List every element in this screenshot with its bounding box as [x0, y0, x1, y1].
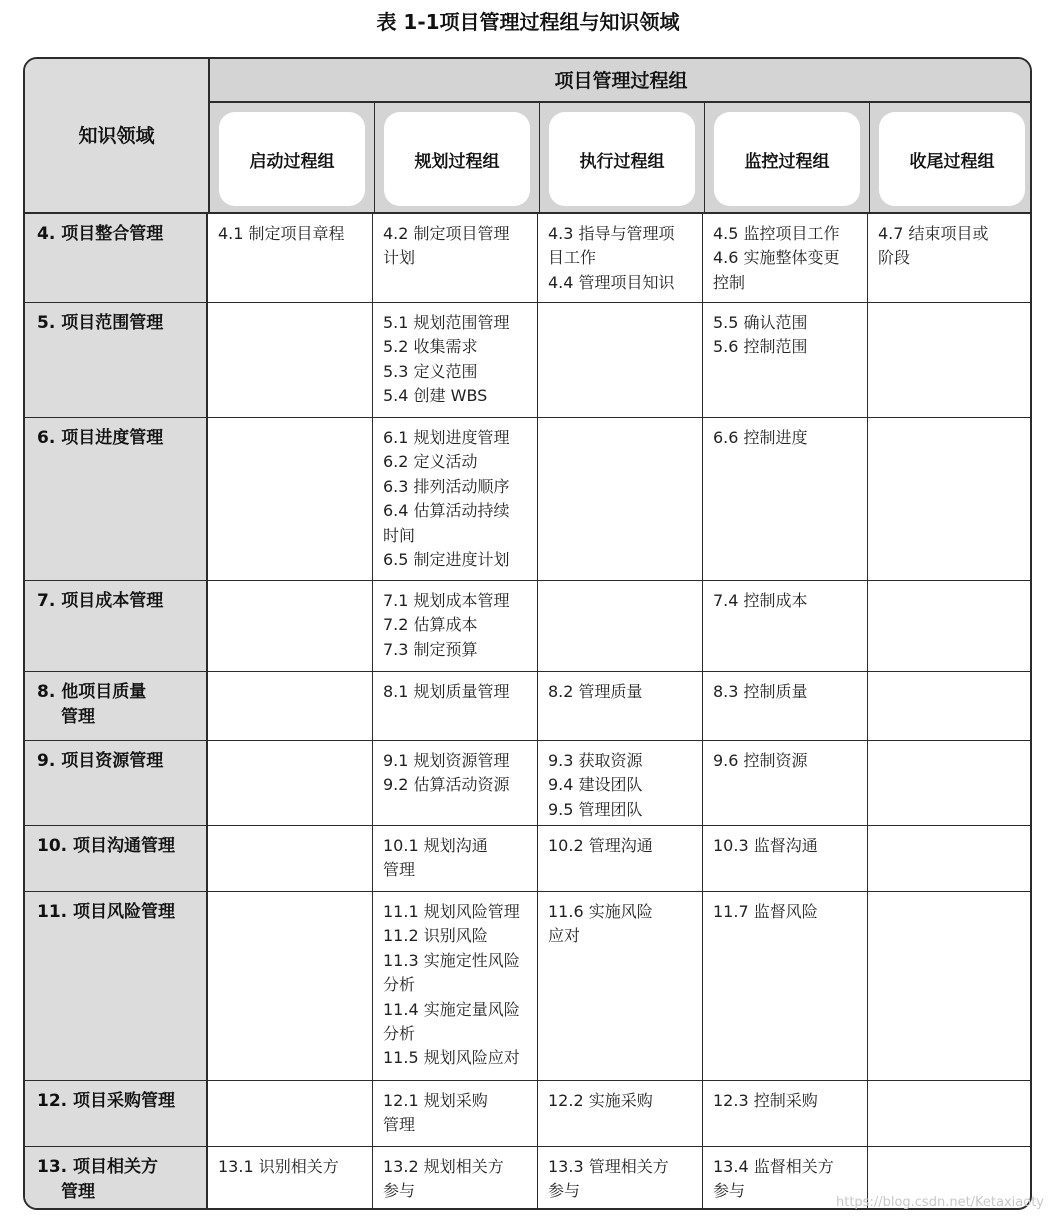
knowledge-area-label: 13. 项目相关方: [37, 1157, 159, 1177]
process-group-label: 规划过程组: [384, 112, 530, 206]
process-item: 11.2 识别风险: [383, 926, 488, 946]
process-cell: [373, 581, 538, 671]
process-cell: [868, 672, 1032, 740]
knowledge-area-label: 6. 项目进度管理: [37, 428, 164, 448]
table-row: [25, 417, 1032, 580]
table-row: [25, 580, 1032, 671]
table-row: [25, 212, 1032, 302]
knowledge-area-cell: [25, 892, 208, 1080]
process-item: 控制: [713, 272, 746, 292]
process-group-label: 监控过程组: [714, 112, 860, 206]
process-cell: [208, 581, 373, 671]
process-cell: [208, 826, 373, 891]
table-row: [25, 1080, 1032, 1146]
process-item: 8.1 规划质量管理: [383, 682, 510, 701]
knowledge-area-label: 11. 项目风险管理: [37, 902, 176, 922]
process-item: 6.4 估算活动持续: [383, 501, 510, 521]
knowledge-area-label: 7. 项目成本管理: [37, 591, 164, 611]
process-cell: [868, 892, 1032, 1080]
process-item: 11.3 实施定性风险: [383, 950, 520, 970]
process-cell: [373, 214, 538, 302]
process-cell: [703, 672, 868, 740]
process-item: 阶段: [878, 248, 911, 268]
process-item: 7.4 控制成本: [713, 591, 808, 610]
process-item: 10.3 监督沟通: [713, 836, 818, 855]
process-cell: [538, 892, 703, 1080]
process-cell: [868, 303, 1032, 417]
knowledge-area-label: 8. 他项目质量: [37, 682, 147, 702]
process-item: 4.3 指导与管理项: [548, 224, 675, 243]
process-cell: [538, 418, 703, 580]
table-row: [25, 671, 1032, 740]
knowledge-area-cell: [25, 418, 208, 580]
process-cell: [373, 418, 538, 580]
table-row: [25, 740, 1032, 825]
process-item: 分析: [383, 975, 416, 995]
process-cell: [208, 418, 373, 580]
table-row: [25, 302, 1032, 417]
process-item: 应对: [548, 926, 581, 946]
process-item: 管理: [383, 1115, 416, 1135]
process-cell: [373, 826, 538, 891]
process-item: 13.4 监督相关方: [713, 1157, 834, 1176]
process-cell: [208, 1147, 373, 1208]
knowledge-area-label: 管理: [61, 1182, 95, 1202]
process-item: 5.4 创建 WBS: [383, 386, 488, 406]
process-item: 4.4 管理项目知识: [548, 272, 675, 292]
process-item: 5.1 规划范围管理: [383, 313, 510, 332]
process-item: 7.2 估算成本: [383, 615, 478, 635]
process-item: 6.6 控制进度: [713, 428, 808, 447]
knowledge-area-label: 管理: [61, 707, 95, 727]
process-cell: [373, 892, 538, 1080]
process-cell: [868, 1081, 1032, 1146]
process-item: 11.4 实施定量风险: [383, 999, 520, 1019]
process-item: 8.3 控制质量: [713, 682, 808, 701]
process-cell: [703, 303, 868, 417]
process-item: 10.1 规划沟通: [383, 836, 488, 855]
process-group-header-2: [375, 103, 540, 212]
process-cell: [373, 672, 538, 740]
process-group-label: 执行过程组: [549, 112, 695, 206]
process-item: 9.4 建设团队: [548, 775, 643, 795]
process-item: 6.3 排列活动顺序: [383, 476, 510, 496]
process-cell: [538, 672, 703, 740]
process-item: 13.2 规划相关方: [383, 1157, 504, 1176]
process-item: 7.3 制定预算: [383, 639, 478, 659]
process-item: 11.1 规划风险管理: [383, 902, 520, 921]
table-row: [25, 891, 1032, 1080]
process-item: 参与: [383, 1181, 416, 1201]
process-item: 时间: [383, 525, 416, 545]
knowledge-area-cell: [25, 581, 208, 671]
process-cell: [703, 826, 868, 891]
process-cell: [208, 303, 373, 417]
knowledge-area-label: 10. 项目沟通管理: [37, 836, 176, 856]
process-cell: [373, 1147, 538, 1208]
process-groups-header: 项目管理过程组: [208, 59, 1032, 103]
process-item: 12.3 控制采购: [713, 1091, 818, 1110]
table-title: 表 1-1项目管理过程组与知识领域: [376, 10, 680, 34]
process-cell: [538, 303, 703, 417]
process-item: 13.3 管理相关方: [548, 1157, 669, 1176]
process-group-header-1: [210, 103, 375, 212]
process-item: 12.1 规划采购: [383, 1091, 488, 1110]
process-item: 11.6 实施风险: [548, 902, 653, 921]
knowledge-area-cell: [25, 303, 208, 417]
knowledge-area-cell: [25, 826, 208, 891]
process-item: 9.6 控制资源: [713, 751, 808, 770]
knowledge-area-header: 知识领域: [25, 59, 208, 212]
process-group-header-4: [705, 103, 870, 212]
process-group-columns: [208, 103, 1032, 212]
process-cell: [868, 214, 1032, 302]
process-cell: [538, 741, 703, 825]
process-item: 9.3 获取资源: [548, 751, 643, 770]
process-item: 4.5 监控项目工作: [713, 224, 840, 243]
process-cell: [208, 892, 373, 1080]
process-item: 5.5 确认范围: [713, 313, 808, 332]
process-cell: [373, 1081, 538, 1146]
knowledge-area-cell: [25, 1081, 208, 1146]
process-cell: [373, 303, 538, 417]
process-cell: [868, 826, 1032, 891]
process-item: 8.2 管理质量: [548, 682, 643, 701]
process-item: 管理: [383, 860, 416, 880]
process-item: 4.2 制定项目管理: [383, 224, 510, 243]
knowledge-area-cell: [25, 214, 208, 302]
knowledge-area-label: 4. 项目整合管理: [37, 224, 164, 244]
watermark: https://blog.csdn.net/Ketaxiaoty: [835, 1195, 1044, 1210]
process-cell: [538, 826, 703, 891]
table-row: [25, 825, 1032, 891]
process-cell: [868, 581, 1032, 671]
process-cell: [538, 1147, 703, 1208]
process-item: 6.1 规划进度管理: [383, 428, 510, 447]
process-cell: [703, 892, 868, 1080]
process-cell: [373, 741, 538, 825]
process-cell: [703, 214, 868, 302]
process-item: 5.2 收集需求: [383, 337, 478, 357]
process-cell: [868, 741, 1032, 825]
knowledge-area-cell: [25, 672, 208, 740]
knowledge-area-cell: [25, 1147, 208, 1208]
knowledge-area-cell: [25, 741, 208, 825]
process-item: 分析: [383, 1024, 416, 1044]
process-cell: [538, 581, 703, 671]
process-item: 9.5 管理团队: [548, 799, 643, 819]
process-cell: [538, 214, 703, 302]
process-cell: [703, 418, 868, 580]
process-item: 6.5 制定进度计划: [383, 550, 510, 570]
process-group-label: 收尾过程组: [879, 112, 1025, 206]
process-item: 计划: [383, 248, 416, 268]
process-item: 11.5 规划风险应对: [383, 1048, 520, 1068]
process-item: 10.2 管理沟通: [548, 836, 653, 855]
process-cell: [868, 418, 1032, 580]
process-item: 7.1 规划成本管理: [383, 591, 510, 610]
knowledge-area-label: 12. 项目采购管理: [37, 1091, 176, 1111]
process-item: 4.6 实施整体变更: [713, 248, 840, 268]
process-item: 5.3 定义范围: [383, 361, 478, 381]
process-cell: [703, 1081, 868, 1146]
process-item: 参与: [713, 1181, 746, 1201]
process-item: 11.7 监督风险: [713, 902, 818, 921]
process-cell: [538, 1081, 703, 1146]
process-group-label: 启动过程组: [219, 112, 365, 206]
knowledge-area-label: 5. 项目范围管理: [37, 313, 164, 333]
process-item: 9.1 规划资源管理: [383, 751, 510, 770]
knowledge-area-label: 9. 项目资源管理: [37, 751, 164, 771]
process-cell: [703, 741, 868, 825]
process-cell: [208, 741, 373, 825]
process-item: 参与: [548, 1181, 581, 1201]
process-item: 5.6 控制范围: [713, 337, 808, 357]
process-item: 9.2 估算活动资源: [383, 775, 510, 795]
process-item: 6.2 定义活动: [383, 452, 478, 472]
process-item: 4.7 结束项目或: [878, 224, 989, 243]
process-cell: [703, 581, 868, 671]
process-item: 12.2 实施采购: [548, 1091, 653, 1110]
process-cell: [208, 1081, 373, 1146]
process-cell: [208, 214, 373, 302]
process-item: 目工作: [548, 248, 597, 268]
process-item: 13.1 识别相关方: [218, 1157, 339, 1176]
process-group-header-5: [870, 103, 1032, 212]
process-groups-table: [23, 57, 1032, 1210]
process-item: 4.1 制定项目章程: [218, 224, 345, 243]
process-cell: [208, 672, 373, 740]
process-group-header-3: [540, 103, 705, 212]
